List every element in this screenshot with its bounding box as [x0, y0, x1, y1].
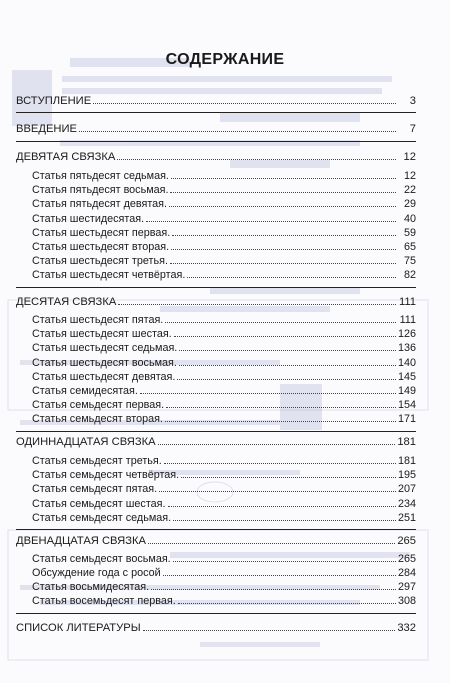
entry-title: Статья шестьдесят третья.	[32, 255, 168, 267]
page-number: 12	[403, 170, 416, 182]
entry-title: Статья шестьдесят шестая.	[32, 328, 172, 340]
page-number: 82	[403, 269, 416, 281]
toc-entry-row	[32, 226, 416, 240]
toc-entry-row	[32, 327, 416, 341]
entry-title: Статья пятьдесят седьмая.	[32, 170, 169, 182]
dot-leader	[171, 240, 396, 250]
dot-leader	[177, 370, 396, 380]
section-title: ОДИННАДЦАТАЯ СВЯЗКА	[16, 436, 156, 448]
page-number: 207	[397, 483, 416, 495]
page-number: 149	[397, 385, 416, 397]
dot-leader	[173, 511, 396, 521]
page-number: 234	[397, 498, 416, 510]
page-number: 265	[397, 535, 416, 547]
section-title: ДЕСЯТАЯ СВЯЗКА	[16, 296, 117, 308]
toc-section-row	[16, 122, 416, 136]
dot-leader	[171, 169, 396, 179]
page-number: 65	[403, 241, 416, 253]
entry-title: Статья шестьдесят восьмая.	[32, 357, 177, 369]
section-title: СПИСОК ЛИТЕРАТУРЫ	[16, 622, 141, 634]
entry-title: Статья семьдесят восьмая.	[32, 553, 171, 565]
dot-leader	[117, 150, 396, 160]
dot-leader	[168, 497, 396, 507]
entry-title: Статья семьдесят шестая.	[32, 498, 166, 510]
toc-entry-row	[32, 384, 416, 398]
toc-entry-row	[32, 197, 416, 211]
dot-leader	[179, 341, 396, 351]
dot-leader	[170, 254, 396, 264]
entry-title: Статья шестьдесят четвёртая.	[32, 269, 186, 281]
page-number: 145	[397, 371, 416, 383]
toc-entry-row	[32, 313, 416, 327]
page-number: 284	[397, 567, 416, 579]
section-title: ДЕВЯТАЯ СВЯЗКА	[16, 151, 116, 163]
entry-title: Статья семьдесят вторая.	[32, 413, 163, 425]
dot-leader	[187, 268, 396, 278]
page-number: 111	[398, 296, 416, 308]
toc-entry-row	[32, 412, 416, 426]
entry-title: Статья шестьдесят пятая.	[32, 314, 164, 326]
toc-entry-row	[32, 468, 416, 482]
section-divider	[16, 287, 416, 288]
page-number: 297	[397, 581, 416, 593]
entry-title: Статья шестьдесят девятая.	[32, 371, 176, 383]
dot-leader	[174, 327, 396, 337]
section-divider	[16, 529, 416, 530]
dot-leader	[178, 594, 396, 604]
entry-title: Статья семьдесят седьмая.	[32, 512, 172, 524]
section-divider	[16, 141, 416, 142]
page-number: 195	[397, 469, 416, 481]
page-number: 154	[397, 399, 416, 411]
page-number: 22	[403, 184, 416, 196]
page-number: 12	[403, 151, 416, 163]
page-number: 265	[397, 553, 416, 565]
dot-leader	[163, 566, 396, 576]
dot-leader	[118, 295, 396, 305]
entry-title: Статья семьдесят третья.	[32, 455, 162, 467]
entry-title: Статья семьдесят первая.	[32, 399, 165, 411]
entry-title: Статья пятьдесят девятая.	[32, 198, 168, 210]
toc-entry-row	[32, 183, 416, 197]
page-number: 75	[403, 255, 416, 267]
page-number: 29	[403, 198, 416, 210]
dot-leader	[164, 454, 396, 464]
page-number: 140	[397, 357, 416, 369]
toc-section-row	[16, 295, 416, 309]
dot-leader	[172, 226, 396, 236]
page-number: 308	[397, 595, 416, 607]
dot-leader	[166, 398, 396, 408]
dot-leader	[143, 621, 396, 631]
dot-leader	[159, 482, 396, 492]
toc-section-row	[16, 94, 416, 108]
section-title: ВСТУПЛЕНИЕ	[16, 95, 92, 107]
toc-entry-row	[32, 356, 416, 370]
toc-section-row	[16, 534, 416, 548]
entry-title: Статья семьдесят четвёртая.	[32, 469, 180, 481]
page-number: 111	[399, 314, 416, 326]
entry-title: Статья шестьдесят седьмая.	[32, 342, 178, 354]
toc-entry-row	[32, 580, 416, 594]
dot-leader	[169, 197, 396, 207]
entry-title: Обсуждение года с росой	[32, 567, 161, 579]
entry-title: Статья шестьдесят вторая.	[32, 241, 170, 253]
toc-entry-row	[32, 254, 416, 268]
page-number: 3	[409, 95, 416, 107]
page-number: 181	[397, 436, 416, 448]
section-title: ВВЕДЕНИЕ	[16, 123, 78, 135]
toc-section-row	[16, 621, 416, 635]
entry-title: Статья восемьдесят первая.	[32, 595, 176, 607]
page-title: СОДЕРЖАНИЕ	[165, 51, 285, 68]
dot-leader	[170, 183, 396, 193]
page-number: 171	[397, 413, 416, 425]
page-number: 40	[403, 213, 416, 225]
toc-entry-row	[32, 497, 416, 511]
toc-entry-row	[32, 511, 416, 525]
dot-leader	[140, 384, 396, 394]
dot-leader	[173, 552, 396, 562]
entry-title: Статья пятьдесят восьмая.	[32, 184, 169, 196]
dot-leader	[79, 122, 396, 132]
toc-entry-row	[32, 212, 416, 226]
toc-entry-row	[32, 268, 416, 282]
toc-entry-row	[32, 566, 416, 580]
entry-title: Статья семидесятая.	[32, 385, 138, 397]
dot-leader	[93, 94, 396, 104]
toc-entry-row	[32, 169, 416, 183]
toc-entry-row	[32, 341, 416, 355]
page-number: 136	[397, 342, 416, 354]
toc-entry-row	[32, 594, 416, 608]
toc-section-row	[16, 150, 416, 164]
section-divider	[16, 431, 416, 432]
toc-entry-row	[32, 240, 416, 254]
entry-title: Статья восьмидесятая.	[32, 581, 150, 593]
toc-entry-row	[32, 454, 416, 468]
dot-leader	[179, 356, 396, 366]
dot-leader	[151, 580, 396, 590]
page-number: 251	[397, 512, 416, 524]
dot-leader	[148, 534, 395, 544]
entry-title: Статья шестидесятая.	[32, 213, 145, 225]
section-title: ДВЕНАДЦАТАЯ СВЯЗКА	[16, 535, 146, 547]
toc-entry-row	[32, 482, 416, 496]
section-divider	[16, 613, 416, 614]
page-number: 126	[397, 328, 416, 340]
dot-leader	[158, 435, 396, 445]
page-number: 181	[397, 455, 416, 467]
toc-entry-row	[32, 552, 416, 566]
entry-title: Статья шестьдесят первая.	[32, 227, 171, 239]
section-divider	[16, 112, 416, 113]
page-number: 59	[403, 227, 416, 239]
dot-leader	[165, 412, 396, 422]
toc-section-row	[16, 435, 416, 449]
dot-leader	[146, 212, 396, 222]
page-number: 332	[397, 622, 416, 634]
toc-entry-row	[32, 398, 416, 412]
page-number: 7	[409, 123, 416, 135]
dot-leader	[181, 468, 396, 478]
toc-entry-row	[32, 370, 416, 384]
dot-leader	[165, 313, 396, 323]
entry-title: Статья семьдесят пятая.	[32, 483, 158, 495]
